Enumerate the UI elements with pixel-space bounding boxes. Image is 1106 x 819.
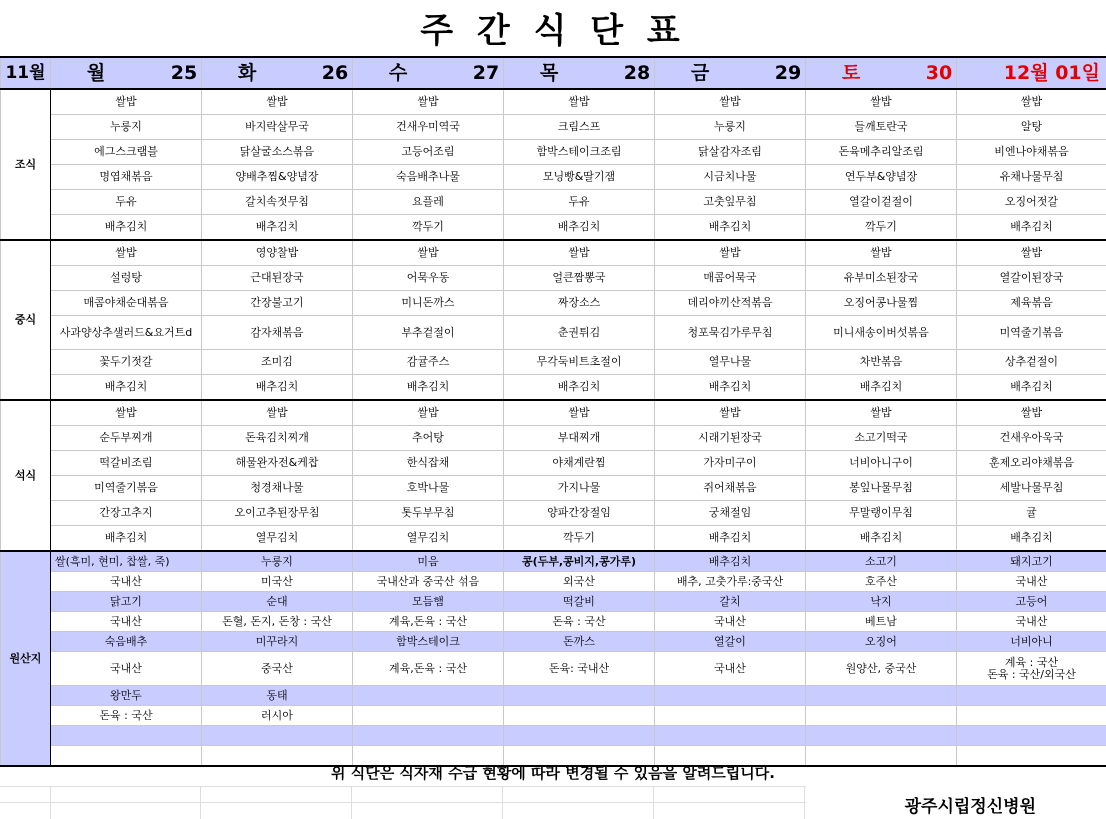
day-number: 25 xyxy=(170,62,198,84)
day-header xyxy=(957,57,1106,89)
origin-row xyxy=(1,551,1106,572)
day-name: 토 xyxy=(841,62,861,84)
origin-source: 러시아 xyxy=(202,706,353,726)
menu-item: 가자미구이 xyxy=(655,451,806,476)
menu-item: 쌀밥 xyxy=(353,240,504,266)
menu-item: 건새우아욱국 xyxy=(957,426,1106,451)
meal-row xyxy=(1,140,1106,165)
menu-item: 요플레 xyxy=(353,190,504,215)
menu-item: 감귤주스 xyxy=(353,350,504,375)
menu-item: 모닝빵&딸기잼 xyxy=(504,165,655,190)
origin-item: 누룽지 xyxy=(202,551,353,572)
origin-label: 원산지 xyxy=(1,551,51,766)
page-title: 주 간 식 단 표 xyxy=(420,11,686,51)
menu-item: 간장고추지 xyxy=(51,501,202,526)
menu-item: 세발나물무침 xyxy=(957,476,1106,501)
day-number: 27 xyxy=(472,62,500,84)
menu-item: 미역줄기볶음 xyxy=(51,476,202,501)
menu-item: 열무김치 xyxy=(353,526,504,552)
menu-item: 돈육김치찌개 xyxy=(202,426,353,451)
meal-row xyxy=(1,526,1106,552)
origin-item xyxy=(202,726,353,746)
origin-item: 갈치 xyxy=(655,592,806,612)
origin-source: 호주산 xyxy=(806,572,957,592)
menu-item: 배추김치 xyxy=(504,375,655,401)
menu-item: 가지나물 xyxy=(504,476,655,501)
menu-item: 배추김치 xyxy=(202,375,353,401)
day-number: 29 xyxy=(774,62,802,84)
menu-item: 깍두기 xyxy=(353,215,504,241)
menu-item: 톳두부무침 xyxy=(353,501,504,526)
meal-row xyxy=(1,400,1106,426)
origin-item: 동태 xyxy=(202,686,353,706)
day-header xyxy=(202,57,353,89)
menu-item: 오징어콩나물찜 xyxy=(806,291,957,316)
menu-item: 얼큰짬뽕국 xyxy=(504,266,655,291)
day-header xyxy=(655,57,806,89)
origin-row xyxy=(1,592,1106,612)
weekly-menu-table xyxy=(0,56,1106,767)
menu-item: 쌀밥 xyxy=(957,240,1106,266)
origin-item: 콩(두부,콩비지,콩가루) xyxy=(504,551,655,572)
menu-item: 쌀밥 xyxy=(202,89,353,115)
origin-source: 계육,돈육 : 국산 xyxy=(353,652,504,686)
day-header xyxy=(806,57,957,89)
meal-row xyxy=(1,115,1106,140)
month-label: 11월 xyxy=(1,57,51,89)
menu-item: 청포묵김가루무침 xyxy=(655,316,806,350)
menu-item: 알탕 xyxy=(957,115,1106,140)
menu-item: 매콤어묵국 xyxy=(655,266,806,291)
menu-item: 한식잡채 xyxy=(353,451,504,476)
menu-item: 양배추찜&양념장 xyxy=(202,165,353,190)
origin-source: 국내산 xyxy=(51,572,202,592)
menu-item: 감자채볶음 xyxy=(202,316,353,350)
menu-item: 설렁탕 xyxy=(51,266,202,291)
meal-row xyxy=(1,316,1106,350)
sheet-gridline xyxy=(0,802,806,803)
meal-label: 중식 xyxy=(1,240,51,400)
sheet-gridline xyxy=(0,786,806,787)
menu-item: 쌀밥 xyxy=(806,89,957,115)
menu-item: 배추김치 xyxy=(51,375,202,401)
origin-item xyxy=(806,686,957,706)
menu-item: 미니돈까스 xyxy=(353,291,504,316)
origin-item: 열갈이 xyxy=(655,632,806,652)
menu-item: 호박나물 xyxy=(353,476,504,501)
menu-item: 배추김치 xyxy=(504,215,655,241)
meal-row xyxy=(1,426,1106,451)
menu-item: 유부미소된장국 xyxy=(806,266,957,291)
origin-source: 국내산과 중국산 섞음 xyxy=(353,572,504,592)
menu-item: 배추김치 xyxy=(202,215,353,241)
menu-item: 갈치속젓무침 xyxy=(202,190,353,215)
origin-row xyxy=(1,706,1106,726)
menu-item: 쌀밥 xyxy=(806,400,957,426)
menu-item: 간장불고기 xyxy=(202,291,353,316)
menu-item: 미역줄기볶음 xyxy=(957,316,1106,350)
origin-row xyxy=(1,686,1106,706)
origin-source xyxy=(655,706,806,726)
menu-item: 배추김치 xyxy=(353,375,504,401)
day-number: 26 xyxy=(321,62,349,84)
menu-item: 오이고추된장무침 xyxy=(202,501,353,526)
menu-item: 바지락살무국 xyxy=(202,115,353,140)
menu-item: 쌀밥 xyxy=(655,240,806,266)
meal-row xyxy=(1,501,1106,526)
origin-source-line: 돈육 : 국산/외국산 xyxy=(987,667,1076,681)
menu-item: 배추김치 xyxy=(957,526,1106,552)
menu-item: 매콤야채순대볶음 xyxy=(51,291,202,316)
origin-item xyxy=(806,726,957,746)
menu-item: 해물완자전&케찹 xyxy=(202,451,353,476)
menu-item: 두유 xyxy=(51,190,202,215)
menu-item: 배추김치 xyxy=(806,375,957,401)
origin-item xyxy=(353,686,504,706)
origin-source xyxy=(353,706,504,726)
meal-row xyxy=(1,350,1106,375)
menu-item: 연두부&양념장 xyxy=(806,165,957,190)
menu-item: 봉잎나물무침 xyxy=(806,476,957,501)
menu-item: 추어탕 xyxy=(353,426,504,451)
day-header xyxy=(51,57,202,89)
origin-item: 돼지고기 xyxy=(957,551,1106,572)
origin-source: 국내산 xyxy=(957,572,1106,592)
origin-item xyxy=(504,726,655,746)
origin-item: 너비아니 xyxy=(957,632,1106,652)
origin-item xyxy=(655,726,806,746)
menu-item: 쌀밥 xyxy=(353,400,504,426)
menu-item: 열갈이겉절이 xyxy=(806,190,957,215)
origin-item xyxy=(353,726,504,746)
meal-row xyxy=(1,215,1106,241)
menu-item: 돈육메추리알조림 xyxy=(806,140,957,165)
menu-item: 영양찰밥 xyxy=(202,240,353,266)
meal-row xyxy=(1,266,1106,291)
menu-item: 숙음배추나물 xyxy=(353,165,504,190)
origin-source: 국내산 xyxy=(51,612,202,632)
origin-source: 국내산 xyxy=(957,612,1106,632)
notice-text: 위 식단은 식자재 수급 현황에 따라 변경될 수 있음을 알려드립니다. xyxy=(331,764,775,782)
menu-item: 에그스크램블 xyxy=(51,140,202,165)
meal-row xyxy=(1,291,1106,316)
origin-item: 소고기 xyxy=(806,551,957,572)
menu-item: 배추김치 xyxy=(655,215,806,241)
menu-item: 누룽지 xyxy=(51,115,202,140)
menu-item: 누룽지 xyxy=(655,115,806,140)
origin-row xyxy=(1,726,1106,746)
menu-item: 어묵우동 xyxy=(353,266,504,291)
menu-item: 쌀밥 xyxy=(957,89,1106,115)
origin-item: 오징어 xyxy=(806,632,957,652)
menu-item: 열무나물 xyxy=(655,350,806,375)
menu-item: 쌀밥 xyxy=(353,89,504,115)
menu-item: 들깨토란국 xyxy=(806,115,957,140)
menu-item: 배추김치 xyxy=(806,526,957,552)
menu-item: 귤 xyxy=(957,501,1106,526)
menu-item: 배추김치 xyxy=(655,375,806,401)
menu-item: 데리야끼산적볶음 xyxy=(655,291,806,316)
menu-item: 배추김치 xyxy=(957,215,1106,241)
menu-item: 부추겉절이 xyxy=(353,316,504,350)
origin-item: 왕만두 xyxy=(51,686,202,706)
day-header-row xyxy=(1,57,1106,89)
origin-item: 숙음배추 xyxy=(51,632,202,652)
menu-item: 건새우미역국 xyxy=(353,115,504,140)
menu-item: 크림스프 xyxy=(504,115,655,140)
menu-item: 쌀밥 xyxy=(504,89,655,115)
menu-item: 제육볶음 xyxy=(957,291,1106,316)
menu-item: 미니새송이버섯볶음 xyxy=(806,316,957,350)
menu-item: 쌀밥 xyxy=(806,240,957,266)
origin-item xyxy=(655,686,806,706)
menu-item: 너비아니구이 xyxy=(806,451,957,476)
origin-item: 배추김치 xyxy=(655,551,806,572)
origin-source xyxy=(806,706,957,726)
menu-item: 시래기된장국 xyxy=(655,426,806,451)
origin-item: 떡갈비 xyxy=(504,592,655,612)
menu-item: 순두부찌개 xyxy=(51,426,202,451)
meal-row xyxy=(1,165,1106,190)
origin-source: 국내산 xyxy=(51,652,202,686)
origin-item: 미꾸라지 xyxy=(202,632,353,652)
menu-item: 깍두기 xyxy=(806,215,957,241)
sheet-gridline xyxy=(50,786,51,819)
meal-row xyxy=(1,476,1106,501)
origin-source xyxy=(504,706,655,726)
menu-item: 깍두기 xyxy=(504,526,655,552)
origin-item xyxy=(957,686,1106,706)
menu-item: 배추김치 xyxy=(957,375,1106,401)
day-name: 금 xyxy=(690,62,710,84)
menu-item: 열무김치 xyxy=(202,526,353,552)
menu-item: 배추김치 xyxy=(51,215,202,241)
origin-source: 배추, 고춧가루:중국산 xyxy=(655,572,806,592)
menu-item: 사과양상추샐러드&요거트d xyxy=(51,316,202,350)
sheet-gridline xyxy=(804,786,805,819)
origin-item: 돈까스 xyxy=(504,632,655,652)
day-name: 월 xyxy=(86,62,106,84)
menu-item: 무각둑비트초절이 xyxy=(504,350,655,375)
origin-source xyxy=(957,652,1106,686)
origin-row xyxy=(1,612,1106,632)
origin-item: 미음 xyxy=(353,551,504,572)
menu-item: 고춧잎무침 xyxy=(655,190,806,215)
menu-item: 쌀밥 xyxy=(655,89,806,115)
menu-item: 쌀밥 xyxy=(51,240,202,266)
menu-item: 비엔나야채볶음 xyxy=(957,140,1106,165)
origin-source: 돈육: 국내산 xyxy=(504,652,655,686)
menu-item: 춘권튀김 xyxy=(504,316,655,350)
day-name: 12월 01일 xyxy=(1003,62,1100,84)
menu-item: 궁채절임 xyxy=(655,501,806,526)
menu-item: 차반볶음 xyxy=(806,350,957,375)
sheet-gridline xyxy=(351,786,352,819)
origin-source: 국내산 xyxy=(655,612,806,632)
day-header xyxy=(504,57,655,89)
origin-source: 국내산 xyxy=(655,652,806,686)
menu-item: 쌀밥 xyxy=(504,400,655,426)
sheet-gridline xyxy=(653,786,654,819)
sheet-gridline xyxy=(200,786,201,819)
origin-source: 미국산 xyxy=(202,572,353,592)
menu-item: 쌀밥 xyxy=(504,240,655,266)
menu-item: 배추김치 xyxy=(655,526,806,552)
origin-source: 돈육 : 국산 xyxy=(504,612,655,632)
menu-item: 소고기떡국 xyxy=(806,426,957,451)
menu-item: 훈제오리야채볶음 xyxy=(957,451,1106,476)
menu-item: 상추겉절이 xyxy=(957,350,1106,375)
origin-row xyxy=(1,632,1106,652)
menu-item: 야채계란찜 xyxy=(504,451,655,476)
meal-label: 조식 xyxy=(1,89,51,240)
menu-item: 유채나물무침 xyxy=(957,165,1106,190)
menu-item: 열갈이된장국 xyxy=(957,266,1106,291)
day-name: 화 xyxy=(237,62,257,84)
origin-item: 닭고기 xyxy=(51,592,202,612)
menu-item: 양파간장절임 xyxy=(504,501,655,526)
origin-item: 모듬햄 xyxy=(353,592,504,612)
meal-row xyxy=(1,451,1106,476)
menu-item: 떡갈비조림 xyxy=(51,451,202,476)
menu-item: 쌀밥 xyxy=(51,400,202,426)
menu-item: 고등어조림 xyxy=(353,140,504,165)
origin-item xyxy=(504,686,655,706)
menu-item: 시금치나물 xyxy=(655,165,806,190)
menu-item: 청경채나물 xyxy=(202,476,353,501)
origin-source: 돈혈, 돈지, 돈창 : 국산 xyxy=(202,612,353,632)
menu-item: 두유 xyxy=(504,190,655,215)
origin-row xyxy=(1,572,1106,592)
menu-item: 꽃두기젓갈 xyxy=(51,350,202,375)
origin-source: 베트남 xyxy=(806,612,957,632)
hospital-name: 광주시립정신병원 xyxy=(904,797,1036,817)
menu-item: 부대찌개 xyxy=(504,426,655,451)
menu-item: 무말랭이무침 xyxy=(806,501,957,526)
day-number: 30 xyxy=(925,62,953,84)
menu-item: 함박스테이크조림 xyxy=(504,140,655,165)
origin-item xyxy=(51,726,202,746)
origin-item: 순대 xyxy=(202,592,353,612)
origin-source-line: 계육 : 국산 xyxy=(1004,655,1059,669)
menu-item: 쌀밥 xyxy=(51,89,202,115)
menu-item: 닭살굴소스볶음 xyxy=(202,140,353,165)
menu-item: 조미김 xyxy=(202,350,353,375)
meal-row xyxy=(1,89,1106,115)
origin-source: 원양산, 중국산 xyxy=(806,652,957,686)
menu-item: 닭살감자조림 xyxy=(655,140,806,165)
menu-item: 배추김치 xyxy=(51,526,202,552)
origin-row xyxy=(1,652,1106,686)
meal-label: 석식 xyxy=(1,400,51,551)
origin-source: 외국산 xyxy=(504,572,655,592)
day-name: 목 xyxy=(539,62,559,84)
menu-item: 쌀밥 xyxy=(957,400,1106,426)
meal-row xyxy=(1,190,1106,215)
menu-item: 짜장소스 xyxy=(504,291,655,316)
origin-source: 중국산 xyxy=(202,652,353,686)
origin-source xyxy=(957,706,1106,726)
origin-item xyxy=(957,726,1106,746)
origin-item: 고등어 xyxy=(957,592,1106,612)
day-name: 수 xyxy=(388,62,408,84)
day-number: 28 xyxy=(623,62,651,84)
menu-item: 명엽채볶음 xyxy=(51,165,202,190)
menu-item: 근대된장국 xyxy=(202,266,353,291)
menu-item: 쌀밥 xyxy=(655,400,806,426)
meal-row xyxy=(1,240,1106,266)
origin-item: 쌀(흑미, 현미, 찹쌀, 죽) xyxy=(51,551,202,572)
menu-item: 쌀밥 xyxy=(202,400,353,426)
origin-item: 함박스테이크 xyxy=(353,632,504,652)
origin-source: 돈육 : 국산 xyxy=(51,706,202,726)
meal-row xyxy=(1,375,1106,401)
menu-item: 오징어젓갈 xyxy=(957,190,1106,215)
origin-source: 계육,돈육 : 국산 xyxy=(353,612,504,632)
day-header xyxy=(353,57,504,89)
menu-item: 쥐어채볶음 xyxy=(655,476,806,501)
sheet-gridline xyxy=(502,786,503,819)
origin-item: 낙지 xyxy=(806,592,957,612)
